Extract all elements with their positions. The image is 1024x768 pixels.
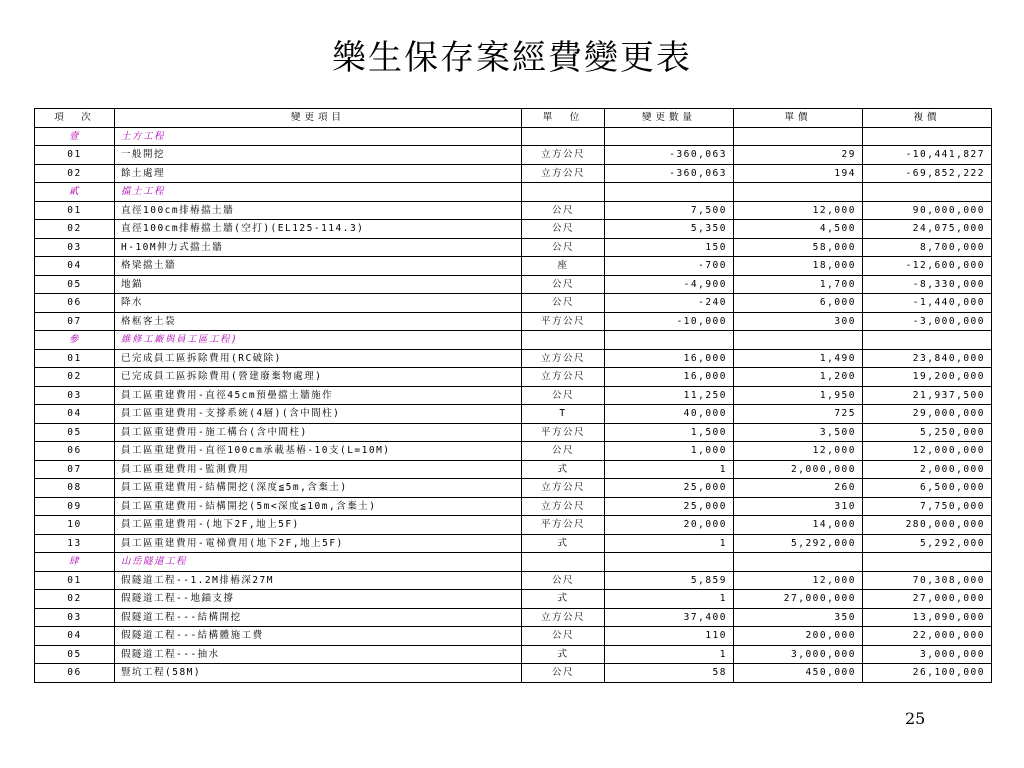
section-row [35, 127, 992, 146]
table-header-row [35, 109, 992, 128]
header-price: 單價 [734, 109, 863, 128]
item-total: 280,000,000 [863, 516, 992, 535]
table-row [35, 534, 992, 553]
table-row [35, 460, 992, 479]
item-name: 員工區重建費用-(地下2F,地上5F) [115, 516, 522, 535]
item-total: 27,000,000 [863, 590, 992, 609]
item-total: 19,200,000 [863, 368, 992, 387]
item-total: -12,600,000 [863, 257, 992, 276]
item-price: 3,000,000 [734, 645, 863, 664]
item-qty: 1,000 [605, 442, 734, 461]
item-name: 餘土處理 [115, 164, 522, 183]
empty-cell [863, 331, 992, 350]
cost-change-table [34, 108, 992, 683]
item-name: 降水 [115, 294, 522, 313]
item-total: 22,000,000 [863, 627, 992, 646]
item-no: 02 [35, 590, 115, 609]
item-qty: 150 [605, 238, 734, 257]
item-no: 01 [35, 571, 115, 590]
table-row [35, 664, 992, 683]
item-price: 2,000,000 [734, 460, 863, 479]
table-row [35, 294, 992, 313]
item-no: 09 [35, 497, 115, 516]
item-qty: 37,400 [605, 608, 734, 627]
item-unit: 平方公尺 [522, 516, 605, 535]
item-price: 29 [734, 146, 863, 165]
section-title: 土方工程 [115, 127, 522, 146]
item-no: 03 [35, 386, 115, 405]
item-name: 員工區重建費用-直徑100cm承載基樁-10支(L=10M) [115, 442, 522, 461]
section-row [35, 183, 992, 202]
item-unit: 立方公尺 [522, 164, 605, 183]
item-unit: 式 [522, 645, 605, 664]
item-price: 310 [734, 497, 863, 516]
item-qty: 5,859 [605, 571, 734, 590]
item-no: 08 [35, 479, 115, 498]
page-number: 25 [905, 709, 926, 728]
item-qty: -700 [605, 257, 734, 276]
item-unit: 立方公尺 [522, 349, 605, 368]
item-price: 12,000 [734, 201, 863, 220]
table-row [35, 608, 992, 627]
item-unit: 立方公尺 [522, 479, 605, 498]
item-price: 18,000 [734, 257, 863, 276]
table-row [35, 423, 992, 442]
empty-cell [734, 331, 863, 350]
item-no: 04 [35, 257, 115, 276]
item-no: 02 [35, 368, 115, 387]
empty-cell [605, 331, 734, 350]
header-item: 變更項目 [115, 109, 522, 128]
section-row [35, 553, 992, 572]
item-qty: 5,350 [605, 220, 734, 239]
table-row [35, 312, 992, 331]
item-no: 13 [35, 534, 115, 553]
item-price: 12,000 [734, 442, 863, 461]
item-qty: 11,250 [605, 386, 734, 405]
item-total: 90,000,000 [863, 201, 992, 220]
table-row [35, 201, 992, 220]
item-no: 07 [35, 312, 115, 331]
item-price: 12,000 [734, 571, 863, 590]
empty-cell [734, 127, 863, 146]
item-no: 05 [35, 645, 115, 664]
item-qty: 1 [605, 534, 734, 553]
item-name: 假隧道工程--地錨支撐 [115, 590, 522, 609]
item-total: -69,852,222 [863, 164, 992, 183]
item-total: 6,500,000 [863, 479, 992, 498]
item-price: 300 [734, 312, 863, 331]
item-price: 1,700 [734, 275, 863, 294]
section-no: 貳 [35, 183, 115, 202]
empty-cell [605, 183, 734, 202]
item-no: 03 [35, 238, 115, 257]
empty-cell [863, 127, 992, 146]
item-total: 70,308,000 [863, 571, 992, 590]
header-total: 複價 [863, 109, 992, 128]
item-unit: 公尺 [522, 627, 605, 646]
item-no: 10 [35, 516, 115, 535]
item-qty: 7,500 [605, 201, 734, 220]
table-row [35, 442, 992, 461]
item-total: -8,330,000 [863, 275, 992, 294]
empty-cell [522, 127, 605, 146]
item-total: 21,937,500 [863, 386, 992, 405]
table-row [35, 497, 992, 516]
table-row [35, 164, 992, 183]
item-name: 員工區重建費用-結構開挖(深度≦5m,含棄土) [115, 479, 522, 498]
empty-cell [863, 553, 992, 572]
table-row [35, 386, 992, 405]
item-no: 04 [35, 405, 115, 424]
item-name: 假隧道工程---抽水 [115, 645, 522, 664]
item-name: 豎坑工程(58M) [115, 664, 522, 683]
item-name: 地錨 [115, 275, 522, 294]
item-no: 05 [35, 275, 115, 294]
table-row [35, 571, 992, 590]
item-qty: -360,063 [605, 164, 734, 183]
item-total: 12,000,000 [863, 442, 992, 461]
item-qty: 25,000 [605, 497, 734, 516]
item-total: 13,090,000 [863, 608, 992, 627]
item-total: -1,440,000 [863, 294, 992, 313]
item-price: 14,000 [734, 516, 863, 535]
item-price: 1,950 [734, 386, 863, 405]
table-row [35, 368, 992, 387]
item-qty: -10,000 [605, 312, 734, 331]
item-no: 02 [35, 220, 115, 239]
item-name: 員工區重建費用-支撐系統(4層)(含中間柱) [115, 405, 522, 424]
section-title: 維修工廠與員工區工程) [115, 331, 522, 350]
empty-cell [734, 183, 863, 202]
item-name: 員工區重建費用-結構開挖(5m<深度≦10m,含棄土) [115, 497, 522, 516]
item-total: 7,750,000 [863, 497, 992, 516]
item-unit: 式 [522, 534, 605, 553]
item-name: 員工區重建費用-電梯費用(地下2F,地上5F) [115, 534, 522, 553]
item-name: 已完成員工區拆除費用(營建廢棄物處理) [115, 368, 522, 387]
item-name: 已完成員工區拆除費用(RC破除) [115, 349, 522, 368]
page-title: 樂生保存案經費變更表 [332, 38, 692, 78]
item-total: 3,000,000 [863, 645, 992, 664]
table-row [35, 220, 992, 239]
item-price: 1,490 [734, 349, 863, 368]
section-title: 擋土工程 [115, 183, 522, 202]
section-title: 山岳隧道工程 [115, 553, 522, 572]
item-unit: 公尺 [522, 294, 605, 313]
item-qty: 16,000 [605, 368, 734, 387]
item-unit: 立方公尺 [522, 497, 605, 516]
item-qty: 110 [605, 627, 734, 646]
item-no: 04 [35, 627, 115, 646]
item-price: 3,500 [734, 423, 863, 442]
item-unit: 平方公尺 [522, 423, 605, 442]
empty-cell [522, 553, 605, 572]
header-qty: 變更數量 [605, 109, 734, 128]
item-name: 假隧道工程---結構開挖 [115, 608, 522, 627]
item-name: H-10M伸力式擋土牆 [115, 238, 522, 257]
empty-cell [863, 183, 992, 202]
header-unit: 單 位 [522, 109, 605, 128]
table-row [35, 349, 992, 368]
item-qty: -360,063 [605, 146, 734, 165]
table-row [35, 146, 992, 165]
table-row [35, 627, 992, 646]
item-name: 格梁擋土牆 [115, 257, 522, 276]
item-price: 194 [734, 164, 863, 183]
item-no: 02 [35, 164, 115, 183]
item-unit: 公尺 [522, 275, 605, 294]
item-price: 725 [734, 405, 863, 424]
empty-cell [522, 183, 605, 202]
item-unit: 公尺 [522, 442, 605, 461]
table-row [35, 238, 992, 257]
item-price: 260 [734, 479, 863, 498]
item-price: 1,200 [734, 368, 863, 387]
item-price: 6,000 [734, 294, 863, 313]
item-unit: T [522, 405, 605, 424]
item-qty: 16,000 [605, 349, 734, 368]
item-unit: 公尺 [522, 201, 605, 220]
item-no: 01 [35, 201, 115, 220]
section-no: 壹 [35, 127, 115, 146]
table-row [35, 479, 992, 498]
item-name: 一般開挖 [115, 146, 522, 165]
item-name: 直徑100cm排樁擋土牆(空打)(EL125-114.3) [115, 220, 522, 239]
item-qty: 1 [605, 590, 734, 609]
table-row [35, 257, 992, 276]
item-no: 03 [35, 608, 115, 627]
item-total: 8,700,000 [863, 238, 992, 257]
item-unit: 立方公尺 [522, 608, 605, 627]
item-total: -10,441,827 [863, 146, 992, 165]
item-unit: 式 [522, 590, 605, 609]
item-name: 格框客土袋 [115, 312, 522, 331]
item-unit: 立方公尺 [522, 146, 605, 165]
item-qty: 25,000 [605, 479, 734, 498]
item-total: 29,000,000 [863, 405, 992, 424]
item-no: 07 [35, 460, 115, 479]
section-row [35, 331, 992, 350]
section-no: 參 [35, 331, 115, 350]
table-row [35, 405, 992, 424]
item-qty: 1 [605, 645, 734, 664]
item-price: 4,500 [734, 220, 863, 239]
item-unit: 公尺 [522, 220, 605, 239]
item-no: 01 [35, 146, 115, 165]
table-row [35, 516, 992, 535]
item-no: 06 [35, 664, 115, 683]
item-unit: 公尺 [522, 238, 605, 257]
item-total: 2,000,000 [863, 460, 992, 479]
item-price: 27,000,000 [734, 590, 863, 609]
empty-cell [522, 331, 605, 350]
item-no: 05 [35, 423, 115, 442]
item-unit: 立方公尺 [522, 368, 605, 387]
item-qty: 58 [605, 664, 734, 683]
item-unit: 式 [522, 460, 605, 479]
item-total: 5,250,000 [863, 423, 992, 442]
item-price: 350 [734, 608, 863, 627]
empty-cell [734, 553, 863, 572]
item-name: 員工區重建費用-直徑45cm預壘擋土牆施作 [115, 386, 522, 405]
item-name: 員工區重建費用-施工構台(含中間柱) [115, 423, 522, 442]
item-unit: 平方公尺 [522, 312, 605, 331]
item-unit: 座 [522, 257, 605, 276]
item-unit: 公尺 [522, 386, 605, 405]
item-no: 06 [35, 294, 115, 313]
item-qty: 1,500 [605, 423, 734, 442]
item-price: 5,292,000 [734, 534, 863, 553]
empty-cell [605, 127, 734, 146]
item-no: 01 [35, 349, 115, 368]
empty-cell [605, 553, 734, 572]
item-qty: -4,900 [605, 275, 734, 294]
item-unit: 公尺 [522, 571, 605, 590]
item-price: 200,000 [734, 627, 863, 646]
item-qty: 40,000 [605, 405, 734, 424]
item-name: 直徑100cm排樁擋土牆 [115, 201, 522, 220]
item-name: 員工區重建費用-監測費用 [115, 460, 522, 479]
item-no: 06 [35, 442, 115, 461]
item-qty: -240 [605, 294, 734, 313]
item-name: 假隧道工程---結構體施工費 [115, 627, 522, 646]
item-total: 26,100,000 [863, 664, 992, 683]
item-total: 23,840,000 [863, 349, 992, 368]
item-qty: 20,000 [605, 516, 734, 535]
table-row [35, 275, 992, 294]
section-no: 肆 [35, 553, 115, 572]
table-row [35, 645, 992, 664]
header-item-no: 項 次 [35, 109, 115, 128]
item-qty: 1 [605, 460, 734, 479]
item-name: 假隧道工程--1.2M排樁深27M [115, 571, 522, 590]
item-total: 24,075,000 [863, 220, 992, 239]
item-unit: 公尺 [522, 664, 605, 683]
item-price: 450,000 [734, 664, 863, 683]
item-total: 5,292,000 [863, 534, 992, 553]
table-row [35, 590, 992, 609]
item-price: 58,000 [734, 238, 863, 257]
item-total: -3,000,000 [863, 312, 992, 331]
